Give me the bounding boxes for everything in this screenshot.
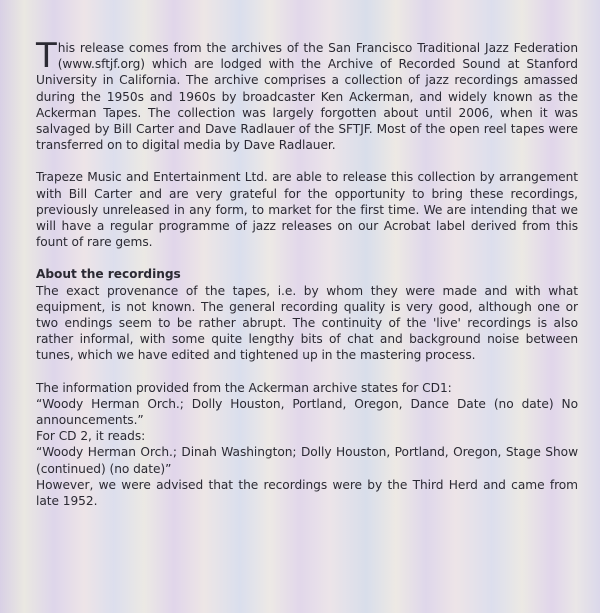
intro-text: his release comes from the archives of the San Francisco Traditional Jazz Federation (www.sftjf.org) which are lodged with the Archive of Recorded Sound at Stanford University in California. The archive comprises a collection of jazz recordings amassed during the 1950s and 1960s by broadcaster Ken Ackerman, and widely known as the Ackerman Tapes. The collection was largely forgotten about until 2006, when it was salvaged by Bill Carter and Dave Radlauer of the SFTJF. Most of the open reel tapes were transferred on to digital media by Dave Radlauer. (36, 41, 578, 153)
cd1-intro-line: The information provided from the Ackerman archive states for CD1: (36, 380, 452, 395)
release-arrangement-paragraph: Trapeze Music and Entertainment Ltd. are able to release this collection by arrangement with Bill Carter and are very grateful for the opportunity to bring these recordings, previously unreleased in any form, to market for the first time. We are intending that we will have a regular programme of jazz releases on our Acrobat label derived from this fount of rare gems. (36, 170, 578, 250)
cd2-quote: “Woody Herman Orch.; Dinah Washington; Dolly Houston, Portland, Oregon, Stage Show (continued) (no date)” (36, 445, 578, 476)
cd1-quote: “Woody Herman Orch.; Dolly Houston, Portland, Oregon, Dance Date (no date) No announcements.” (36, 396, 578, 428)
drop-cap-letter: T (36, 36, 57, 76)
recordings-heading: About the recordings (36, 267, 181, 282)
cd2-intro-line: For CD 2, it reads: (36, 429, 146, 444)
closing-statement: However, we were advised that the recordings were by the Third Herd and came from late 1952. (36, 477, 578, 509)
intro-paragraph (36, 36, 578, 153)
liner-notes-page (36, 36, 578, 509)
recordings-paragraph: The exact provenance of the tapes, i.e. by whom they were made and with what equipment, is not known. The general recording quality is very good, although one or two endings seem to be rather abrupt. The continuity of the 'live' recordings is also rather informal, with some quite lengthy bits of chat and background noise between tunes, which we have edited and tightened up in the mastering process. (36, 283, 578, 363)
archive-info-block (36, 380, 578, 510)
